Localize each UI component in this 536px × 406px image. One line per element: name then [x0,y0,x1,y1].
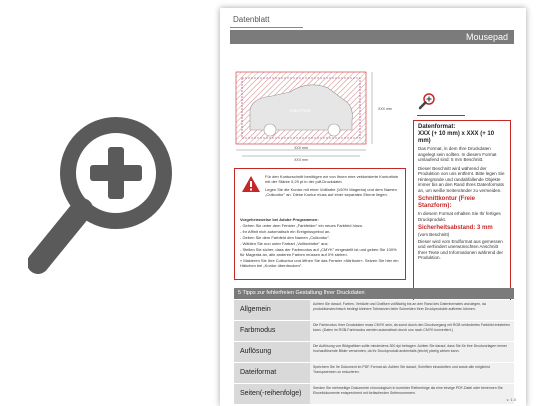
safe-text: Dieser wird vom Endformat aus gemessen und verhindert unerwünschten Anschnitt Ihrer Texte und Informationen während der Produktion. [418,238,503,260]
tip-text: Die Auflösung von Bildgrafiken sollte mindestens 300 dpi betragen. Achten Sie darauf, dass Sie für Ihre Druckvorlagen immer hochauflösende Bilder verwenden, da Ihr Druckprodukt andernfalls (leicht) pixelig wirken kann. [310,342,514,362]
dim-width: XXX mm [294,146,308,150]
safety-text: Dieser Beschnitt wird während der Produktion von uns entfernt. Bitte legen Sie Hintergründe und randabfallende Objekte immer bis an den Rand Ihres Datenformats an, um weiße Seitenränder zu vermeiden. [418,165,505,193]
datasheet-preview[interactable] [220,8,526,406]
datasheet-label: Datenblatt [230,14,303,28]
tip-name: Farbmodus [234,321,310,341]
tips-table [234,300,514,405]
step-item: » Makieren Sie Ihre Cutkontur und öffnen Sie das Fenster »Attribute«. Setzen Sie hier ein Häkchen bei „Kontur überdrucken". [240,258,399,268]
warning-intro2: Legen Sie die Kontur mit einer Vollfarbe (100% Magenta) und dem Namen „Cutkontur" an. Diese Kontur muss auf einer separaten Ebene liegen. [265,187,397,197]
tip-text: Achten Sie darauf, Farben, Verläufe und Grafiken vollflächig bis an den Rand des Datenformates anzulegen, da produktionstechnisch bedingt kleinere Toleranzen beim Schneiden Ihrer Druckprodukte auftreten können. [310,300,514,320]
tip-name: Dateiformat [234,363,310,383]
magnifier-plus-icon [417,92,437,110]
contour-warning-box [234,168,406,280]
table-row [234,342,514,363]
table-row [234,363,514,384]
divider [417,115,465,116]
warning-triangle-icon [241,175,261,193]
dim-width-inner: XXX mm [294,158,308,162]
step-item: - Wählen Sie nun unter Farbart „Volltonfarbe" aus. [240,241,329,246]
version-label: v. 1.0 [506,397,516,402]
contour-text: In diesem Format erhalten Sie Ihr fertiges Druckprodukt. [418,211,501,222]
dim-height: XXX mm [378,107,392,111]
product-title: Mousepad [230,30,514,44]
format-text: Das Format, in dem Ihre Druckdaten angelegt sein sollten. In diesem Format umlaufend sind: 5 mm Beschnitt. [418,146,497,162]
step-item: - Gehen Sie unter dem Fenster „Farbfelder" ein neues Farbfeld hinzu. [240,223,364,228]
zoom-button[interactable] [0,0,210,402]
format-heading: Datenformat: [418,124,456,130]
tip-name: Allgemein [234,300,310,320]
tip-text: Die Farbmodus Ihrer Druckdaten muss CMYK sein, da sonst durch den Druckvorgang mit RGB verändertes Farbbild entstehen kann. (Daten im RGB-Farbmodus werden automatisch durch uns nach CMYK konvertiert.) [310,321,514,341]
table-row [234,321,514,342]
magnifier-plus-icon [28,113,176,291]
format-value: XXX (+ 10 mm) x XXX (+ 10 mm) [418,131,495,144]
tips-heading: 5 Tipps zur fehlerfreien Gestaltung Ihrer Druckdaten [234,288,514,299]
tip-name: Auflösung [234,342,310,362]
tip-text: Senden Sie mehrseitige Dokumente chronologisch in korrekter Reihenfolge als eine einzige PDF-Datei oder benennen Sie Einzeldokumente entsprechend mit fortlaufenden Seitennummern. [310,384,514,404]
safe-heading: Sicherheitsabstand: 3 mm [418,225,493,231]
tip-name: Seiten(-reihenfolge) [234,384,310,404]
step-item: - Geben Sie dem Farbfeld den Namen „Cutkontur". [240,235,331,240]
step-item: - Ihr Affinit nich automatisch ein Ereignissymbol an. [240,229,331,234]
table-row [234,300,514,321]
procedure-heading: Vorgehensweise bei Adobe Programmen: [240,217,319,222]
safe-sub: (vom Beschnitt) [418,232,450,237]
warning-intro: Für den Konturschnitt benötigen wir von Ihnen eine vektorisierte Konturlinie mit der Stärke 0,25 pt in der pdf-Druckdatei. [265,174,399,184]
step-item: - Stellen Sie sicher, dass der Farbmodus auf „CMYK" eingestellt ist und geben Sie 100% für Magenta an, alle anderen Farben müssen auf 0% stehen. [240,247,397,257]
contour-heading: Schnittkontur (Freie Stanzform): [418,196,476,209]
shape-label: Auto-Form [289,108,311,113]
technical-drawing [228,68,404,164]
tip-text: Speichern Sie Ihr Dokument im PDF-Format ab. Achten Sie darauf, Schriften einzubetten und sowie alle möglichst Transparenzen zu reduzieren. [310,363,514,383]
